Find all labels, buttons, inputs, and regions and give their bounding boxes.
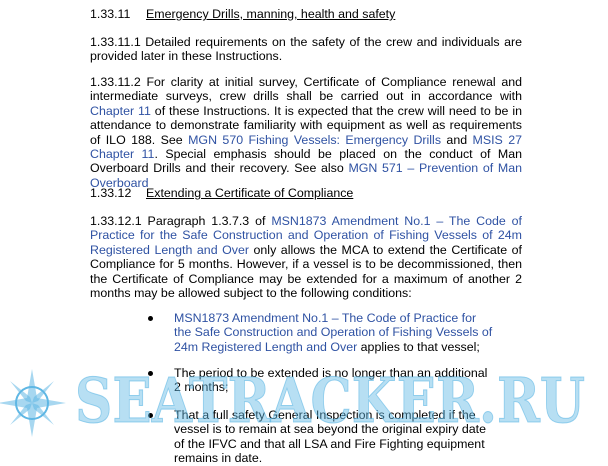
watermark-text: SEATRACKER.RU — [75, 364, 585, 437]
section-number: 1.33.12 — [90, 186, 132, 200]
paragraph-text: . Special emphasis should be placed on the conduct of Man Overboard Drills and their recovery. See also — [90, 147, 523, 176]
paragraph-text: 1.33.11.2 For clarity at initial survey, Certificate of Compliance renewal and intermediate surveys, crew drills shall be carried out in accordance with — [90, 75, 522, 104]
section-number: 1.33.11 — [90, 7, 131, 21]
list-item-text: The period to be extended is no longer than an additional 2 months; — [174, 366, 488, 395]
link-msn1873-bullet[interactable]: MSN1873 Amendment No.1 – The Code of Practice for the Safe Construction and Operation of Fishing Vessels of 24m Registered Length and Over — [174, 311, 493, 354]
paragraph-1-33-11-2 — [90, 75, 522, 190]
link-msn1873[interactable]: MSN1873 Amendment No.1 – The Code of Practice for the Safe Construction and Operation of Fishing Vessels of 24m Registered Length and Over — [90, 214, 522, 257]
bullet-icon — [148, 371, 153, 376]
list-item-text: applies to that vessel; — [357, 339, 480, 354]
compass-rose-icon — [0, 369, 66, 437]
section-heading-1-33-11 — [90, 7, 395, 21]
paragraph-1-33-12-1 — [90, 214, 522, 300]
list-item — [148, 408, 494, 466]
paragraph-text: of these Instructions. It is expected that the crew will need to be in attendance to demonstrate familiarity with equipment as well as requirements of ILO 188. See — [90, 103, 522, 147]
paragraph-text: only allows the MCA to extend the Certificate of Compliance for 5 months. However, if a vessel is to be decommissioned, then the Certificate of Compliance may be extended for a maximum of another 2 months may be allowed subject to the following conditions: — [90, 242, 522, 301]
bullet-icon — [148, 316, 153, 321]
link-mgn-570[interactable]: MGN 570 Fishing Vessels: Emergency Drills — [188, 132, 442, 147]
link-mgn-571[interactable]: MGN 571 – Prevention of Man Overboard — [90, 161, 522, 190]
paragraph-text: and — [441, 132, 473, 147]
paragraph-text: 1.33.12.1 Paragraph 1.3.7.3 of — [90, 214, 272, 228]
list-item-text: That a full safety General Inspection is completed if the vessel is to remain at sea beyond the original expiry date of the IFVC and that all LSA and Fire Fighting equipment remains in date. — [174, 408, 487, 466]
list-item — [148, 311, 494, 354]
link-msis-27[interactable]: MSIS 27 Chapter 11 — [90, 132, 522, 162]
section-title: Emergency Drills, manning, health and safety — [146, 7, 396, 21]
bullet-icon — [148, 413, 153, 418]
paragraph-1-33-11-1: 1.33.11.1 Detailed requirements on the safety of the crew and individuals are provided later in these Instructions. — [90, 35, 522, 64]
section-title: Extending a Certificate of Compliance — [146, 186, 354, 200]
section-heading-1-33-12 — [90, 186, 353, 200]
link-chapter-11[interactable]: Chapter 11 — [90, 103, 151, 118]
list-item — [148, 366, 494, 395]
